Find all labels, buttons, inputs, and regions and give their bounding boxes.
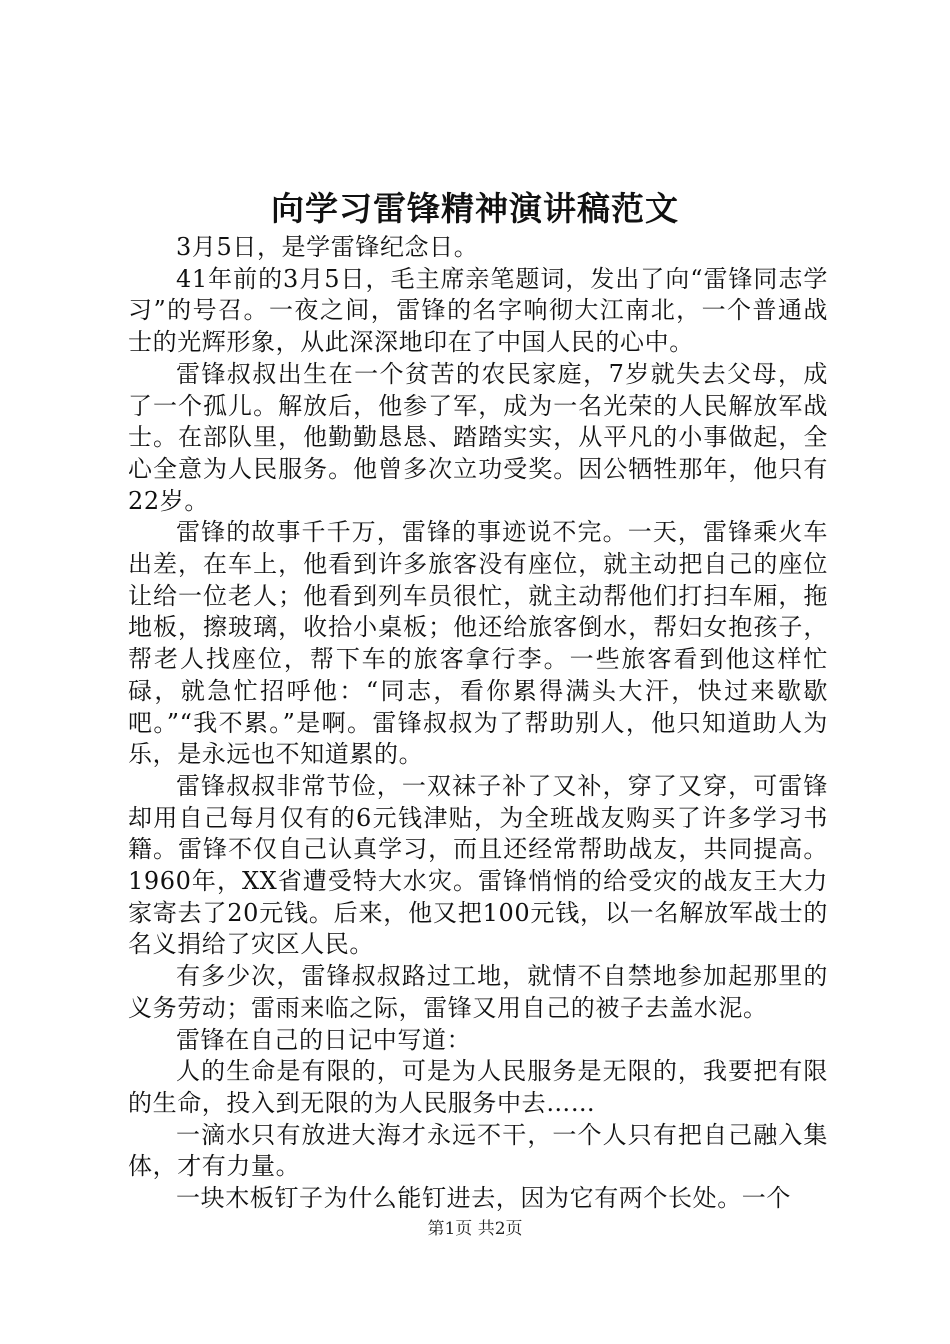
paragraph: 41年前的3月5日，毛主席亲笔题词，发出了向“雷锋同志学习”的号召。一夜之间，雷锋的名字响彻大江南北，一个普通战士的光辉形象，从此深深地印在了中国人民的心中。 — [128, 264, 828, 357]
paragraph: 3月5日，是学雷锋纪念日。 — [176, 233, 479, 261]
document-body — [128, 232, 828, 1215]
page-footer: 第1页 共2页 — [427, 1219, 523, 1239]
paragraph: 雷锋的故事千千万，雷锋的事迹说不完。一天，雷锋乘火车出差，在车上，他看到许多旅客没有座位，就主动把自己的座位让给一位老人；他看到列车员很忙，就主动帮他们打扫车厢，拖地板，擦玻璃，收拾小桌板；他还给旅客倒水，帮妇女抱孩子，帮老人找座位，帮下车的旅客拿行李。一些旅客看到他这样忙碌，就急忙招呼他：“同志，看你累得满头大汗，快过来歇歇吧。”“我不累。”是啊。雷锋叔叔为了帮助别人，他只知道助人为乐，是永远也不知道累的。 — [128, 518, 828, 769]
paragraph: 雷锋在自己的日记中写道： — [176, 1025, 472, 1054]
paragraph: 一块木板钉子为什么能钉进去，因为它有两个长处。一个 — [176, 1184, 791, 1213]
paragraph: 人的生命是有限的，可是为人民服务是无限的，我要把有限的生命，投入到无限的为人民服务中去…… — [128, 1057, 828, 1117]
paragraph: 有多少次，雷锋叔叔路过工地，就情不自禁地参加起那里的义务劳动；雷雨来临之际，雷锋又用自己的被子去盖水泥。 — [128, 962, 828, 1022]
paragraph: 雷锋叔叔出生在一个贫苦的农民家庭，7岁就失去父母，成了一个孤儿。解放后，他参了军，成为一名光荣的人民解放军战士。在部队里，他勤勤恳恳、踏踏实实，从平凡的小事做起，全心全意为人民服务。他曾多次立功受奖。因公牺牲那年，他只有22岁。 — [128, 359, 828, 515]
paragraph: 一滴水只有放进大海才永远不干，一个人只有把自己融入集体，才有力量。 — [128, 1120, 828, 1181]
paragraph: 雷锋叔叔非常节俭，一双袜子补了又补，穿了又穿，可雷锋却用自己每月仅有的6元钱津贴，为全班战友购买了许多学习书籍。雷锋不仅自己认真学习，而且还经常帮助战友，共同提高。1960年，XX省遭受特大水灾。雷锋悄悄的给受灾的战友王大力家寄去了20元钱。后来，他又把100元钱，以一名解放军战士的名义捐给了灾区人民。 — [128, 771, 828, 959]
document-title: 向学习雷锋精神演讲稿范文 — [271, 189, 679, 228]
